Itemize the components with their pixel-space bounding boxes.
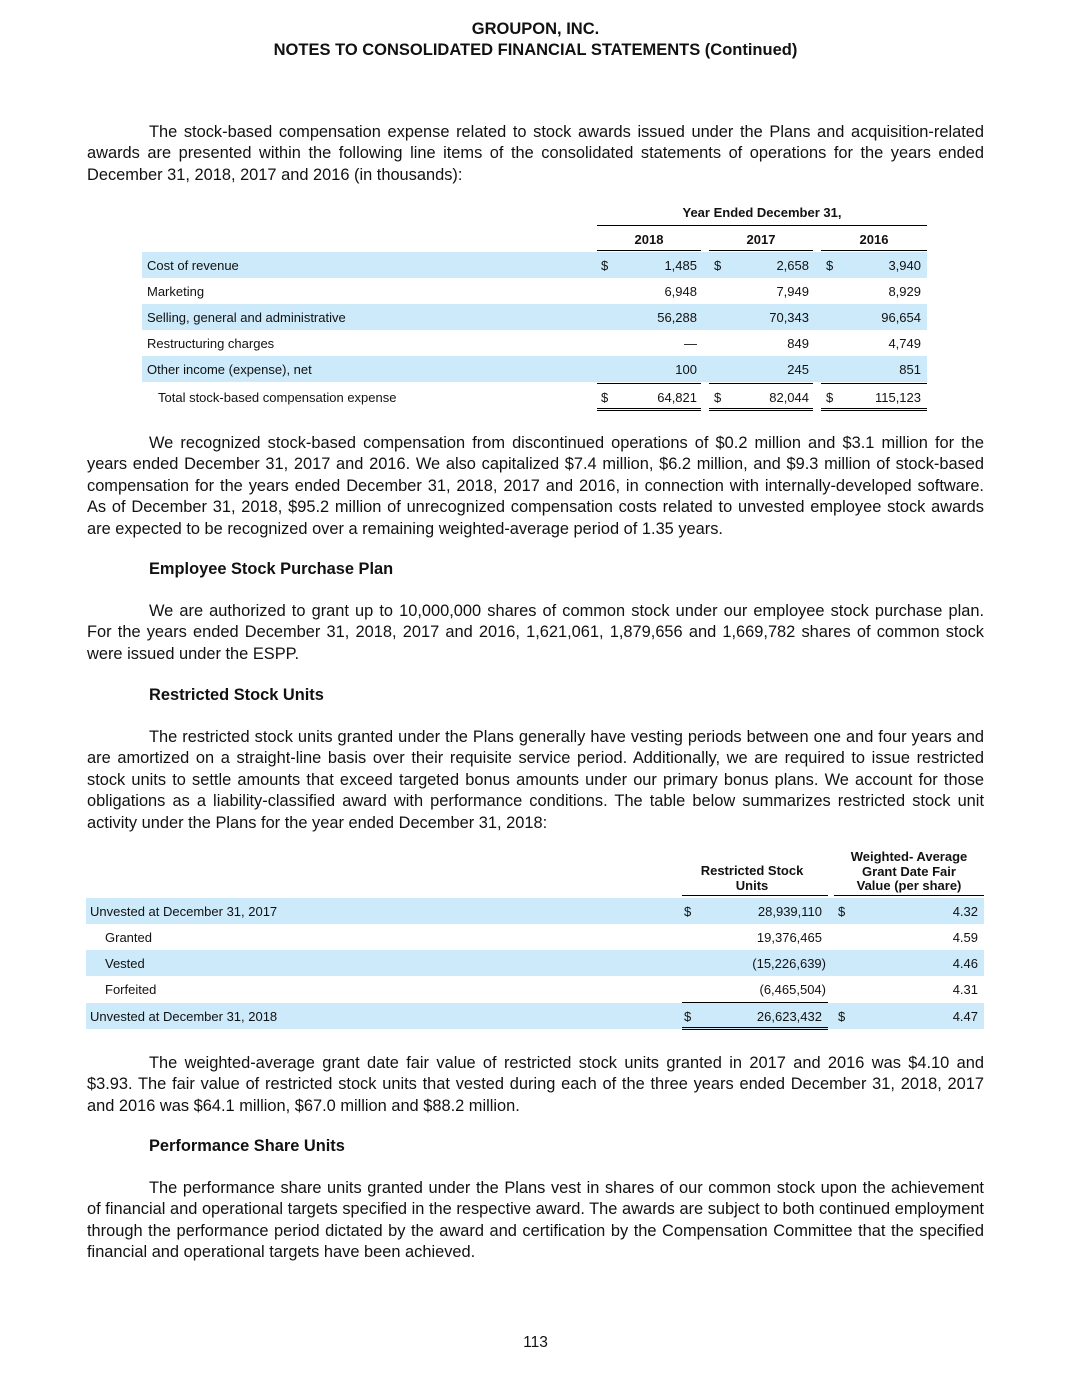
total-double-rule bbox=[821, 408, 927, 411]
total-double-rule bbox=[682, 1027, 828, 1030]
column-rule bbox=[834, 895, 984, 896]
total-row: Total stock-based compensation expense $ 64,821 $ 82,044 $ 115,123 bbox=[158, 390, 921, 405]
table-row: Unvested at December 31, 2017 $ 28,939,110 $ 4.32 bbox=[86, 898, 984, 924]
currency-symbol: $ bbox=[601, 258, 609, 273]
currency-symbol: $ bbox=[838, 1009, 846, 1024]
paragraph-6: The performance share units granted under the Plans vest in shares of our common stock upon the achievement of financial and operational targets specified in the respective award. The awards are subject to both continued employment through the performance period dictated by the award and certification by the Compensation Committee that the specified financial and operational targets have been achieved. bbox=[87, 1179, 984, 1262]
currency-symbol: $ bbox=[684, 1009, 692, 1024]
paragraph-5: The weighted-average grant date fair value of restricted stock units granted in 2017 and 2016 was $4.10 and $3.93. The fair value of restricted stock units that vested during each of the three years ended December 31, 2018, 2017 and 2016 was $64.1 million, $67.0 million and $88.2 million. bbox=[87, 1054, 984, 1115]
heading-restricted-stock-units: Restricted Stock Units bbox=[149, 686, 324, 704]
total-double-rule bbox=[597, 408, 701, 411]
paragraph-4: The restricted stock units granted under the Plans generally have vesting periods between one and four years and are amortized on a straight-line basis over their requisite service period. Additionally, we are required to issue restricted stock units to settle amounts that exceed targeted bonus amounts under our primary bonus plans. We account for those obligations as a liability-classified award with performance conditions. The table below summarizes restricted stock unit activity under the Plans for the year ended December 31, 2018: bbox=[87, 728, 984, 832]
table-row: Marketing 6,948 7,949 8,929 bbox=[147, 284, 921, 299]
column-header-2017: 2017 bbox=[746, 232, 776, 247]
paragraph-2: We recognized stock-based compensation from discontinued operations of $0.2 million and $3.1 million for the years ended December 31, 2017 and 2016. We also capitalized $7.4 million, $6.2 million, and $9.3 million of stock-based compensation for the years ended December 31, 2018, 2017 and 2016, in connection with internally-developed software. As of December 31, 2018, $95.2 million of unrecognized compensation costs related to unvested employee stock awards are expected to be recognized over a remaining weighted-average period of 1.35 years. bbox=[87, 434, 984, 538]
currency-symbol: $ bbox=[838, 904, 846, 919]
total-double-rule bbox=[709, 408, 813, 411]
table-title-rule bbox=[597, 225, 927, 226]
currency-symbol: $ bbox=[826, 390, 834, 405]
column-header-2016: 2016 bbox=[859, 232, 889, 247]
heading-employee-stock-purchase-plan: Employee Stock Purchase Plan bbox=[149, 560, 394, 578]
column-header-2018: 2018 bbox=[634, 232, 664, 247]
heading-performance-share-units: Performance Share Units bbox=[149, 1137, 345, 1155]
table-row: Other income (expense), net 100 245 851 bbox=[142, 356, 927, 382]
page-number: 113 bbox=[523, 1334, 548, 1351]
currency-symbol: $ bbox=[714, 390, 722, 405]
column-rule bbox=[709, 250, 813, 251]
paragraph-1: The stock-based compensation expense related to stock awards issued under the Plans and acquisition-related awards are presented within the following line items of the consolidated statements of operations for the years ended December 31, 2018, 2017 and 2016 (in thousands): bbox=[87, 123, 984, 184]
table-row: Selling, general and administrative 56,288 70,343 96,654 bbox=[142, 304, 927, 330]
currency-symbol: $ bbox=[714, 258, 722, 273]
total-row: Unvested at December 31, 2018 $ 26,623,432 $ 4.47 bbox=[86, 1003, 984, 1029]
table-row: Forfeited (6,465,504) 4.31 bbox=[105, 982, 978, 997]
company-name: GROUPON, INC. bbox=[471, 20, 600, 38]
column-rule bbox=[682, 895, 828, 896]
table-row: Restructuring charges — 849 4,749 bbox=[147, 336, 921, 351]
currency-symbol: $ bbox=[601, 390, 609, 405]
column-rule bbox=[821, 250, 927, 251]
column-header-units: Restricted Stock Units bbox=[700, 863, 804, 893]
table-year-title: Year Ended December 31, bbox=[682, 205, 842, 220]
page-subtitle: NOTES TO CONSOLIDATED FINANCIAL STATEMENTS (Continued) bbox=[273, 41, 798, 59]
currency-symbol: $ bbox=[826, 258, 834, 273]
table-row: Vested (15,226,639) 4.46 bbox=[86, 950, 984, 976]
column-rule bbox=[597, 250, 701, 251]
table-row: Cost of revenue $ 1,485 $ 2,658 $ 3,940 bbox=[142, 252, 927, 278]
currency-symbol: $ bbox=[684, 904, 692, 919]
column-header-fair-value: Weighted- Average Grant Date Fair Value (per share) bbox=[850, 849, 968, 893]
paragraph-3: We are authorized to grant up to 10,000,000 shares of common stock under our employee stock purchase plan. For the years ended December 31, 2018, 2017 and 2016, 1,621,061, 1,879,656 and 1,669,782 shares of common stock were issued under the ESPP. bbox=[87, 602, 984, 663]
table-row: Granted 19,376,465 4.59 bbox=[105, 930, 978, 945]
